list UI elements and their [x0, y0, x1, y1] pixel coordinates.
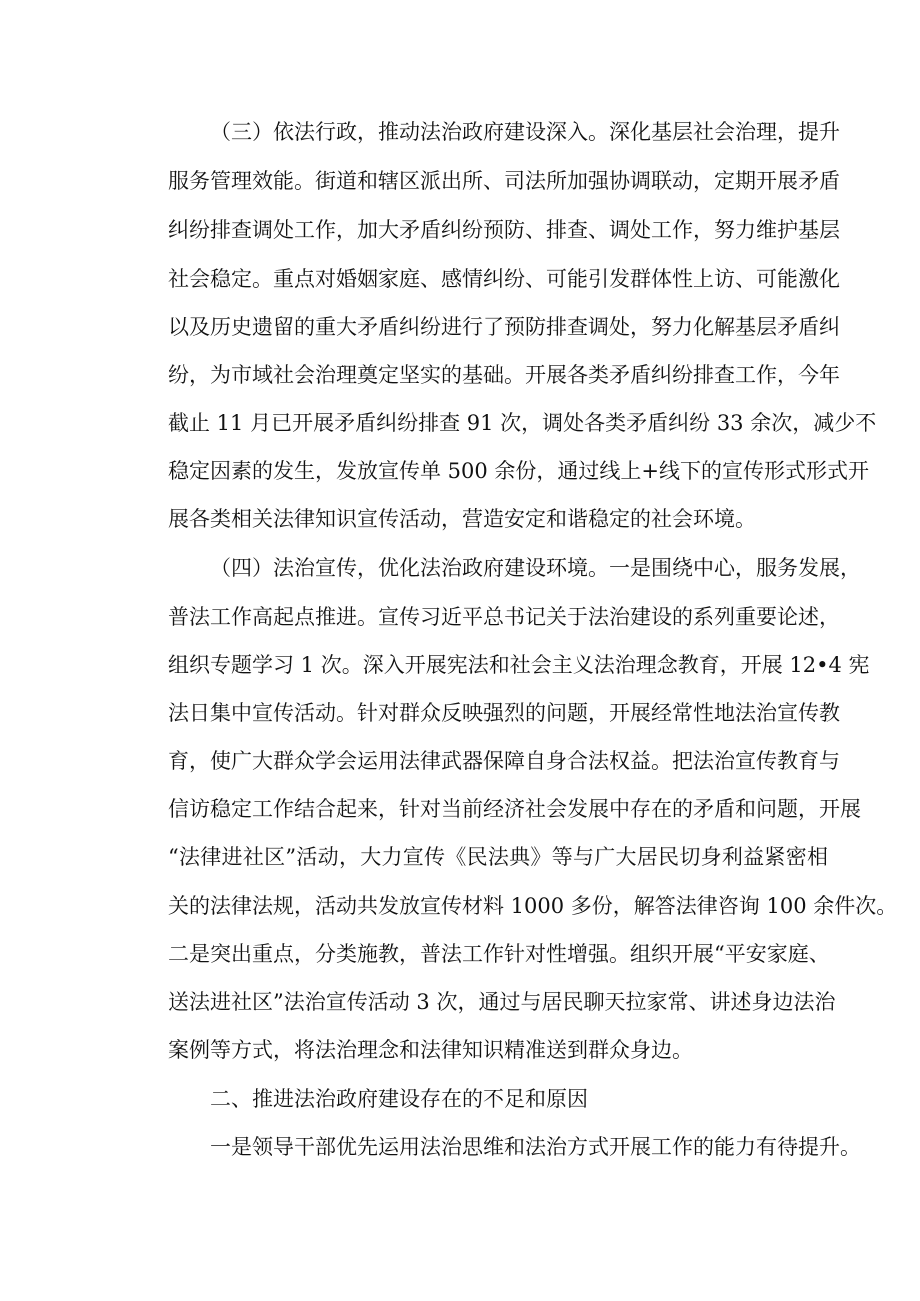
paragraph-line: 组织专题学习 1 次。深入开展宪法和社会主义法治理念教育，开展 12•4 宪 — [168, 653, 870, 677]
paragraph-line: 截止 11 月已开展矛盾纠纷排查 91 次，调处各类矛盾纠纷 33 余次，减少不 — [168, 411, 877, 435]
paragraph-line: 服务管理效能。街道和辖区派出所、司法所加强协调联动，定期开展矛盾 — [168, 169, 840, 193]
paragraph-line: 信访稳定工作结合起来，针对当前经济社会发展中存在的矛盾和问题，开展 — [168, 797, 861, 821]
paragraph-line: 法日集中宣传活动。针对群众反映强烈的问题，开展经常性地法治宣传教 — [168, 701, 840, 725]
paragraph-line: 以及历史遗留的重大矛盾纠纷进行了预防排查调处，努力化解基层矛盾纠 — [168, 315, 840, 339]
paragraph-line: 稳定因素的发生，发放宣传单 500 余份，通过线上+线下的宣传形式形式开 — [168, 459, 870, 483]
paragraph-line: 展各类相关法律知识宣传活动，营造安定和谐稳定的社会环境。 — [168, 507, 756, 531]
paragraph-line: 送法进社区”法治宣传活动 3 次，通过与居民聊天拉家常、讲述身边法治 — [168, 990, 836, 1014]
paragraph-line: （四）法治宣传，优化法治政府建设环境。一是围绕中心，服务发展， — [210, 556, 861, 580]
paragraph-line: 社会稳定。重点对婚姻家庭、感情纠纷、可能引发群体性上访、可能激化 — [168, 267, 840, 291]
paragraph-line: 案例等方式，将法治理念和法律知识精准送到群众身边。 — [168, 1038, 693, 1062]
paragraph-line: （三）依法行政，推动法治政府建设深入。深化基层社会治理，提升 — [210, 120, 840, 144]
paragraph-line: 育，使广大群众学会运用法律武器保障自身合法权益。把法治宣传教育与 — [168, 749, 840, 773]
paragraph-line: 二是突出重点，分类施教，普法工作针对性增强。组织开展“平安家庭、 — [168, 942, 830, 966]
paragraph-line: “法律进社区”活动，大力宣传《民法典》等与广大居民切身利益紧密相 — [168, 845, 828, 869]
paragraph-line: 纷，为市域社会治理奠定坚实的基础。开展各类矛盾纠纷排查工作，今年 — [168, 363, 840, 387]
paragraph-line: 关的法律法规，活动共发放宣传材料 1000 多份，解答法律咨询 100 余件次。 — [168, 894, 898, 918]
paragraph-line: 一是领导干部优先运用法治思维和法治方式开展工作的能力有待提升。 — [210, 1135, 861, 1159]
paragraph-line: 普法工作高起点推进。宣传习近平总书记关于法治建设的系列重要论述， — [168, 605, 840, 629]
section-heading: 二、推进法治政府建设存在的不足和原因 — [210, 1087, 588, 1111]
paragraph-line: 纠纷排查调处工作，加大矛盾纠纷预防、排查、调处工作，努力维护基层 — [168, 218, 840, 242]
